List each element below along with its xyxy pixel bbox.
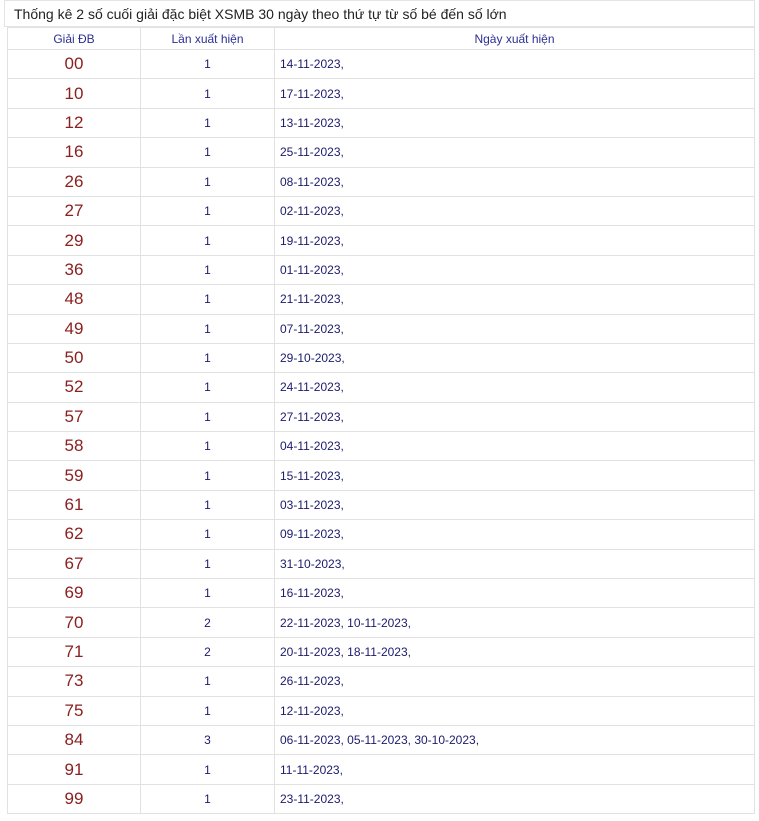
occurrence-count: 1 <box>141 196 275 225</box>
table-row <box>8 50 755 79</box>
occurrence-dates: 04-11-2023, <box>275 432 755 461</box>
table-row <box>8 432 755 461</box>
special-prize-number: 61 <box>8 490 141 519</box>
table-row <box>8 108 755 137</box>
occurrence-dates: 15-11-2023, <box>275 461 755 490</box>
occurrence-dates: 12-11-2023, <box>275 696 755 725</box>
occurrence-count: 1 <box>141 373 275 402</box>
special-prize-number: 57 <box>8 402 141 431</box>
occurrence-count: 1 <box>141 696 275 725</box>
special-prize-number: 00 <box>8 50 141 79</box>
occurrence-count: 1 <box>141 432 275 461</box>
special-prize-number: 26 <box>8 167 141 196</box>
occurrence-count: 1 <box>141 79 275 108</box>
special-prize-number: 70 <box>8 608 141 637</box>
table-row <box>8 696 755 725</box>
occurrence-count: 1 <box>141 520 275 549</box>
column-header-number: Giải ĐB <box>8 28 141 50</box>
occurrence-count: 1 <box>141 50 275 79</box>
table-row <box>8 520 755 549</box>
occurrence-dates: 08-11-2023, <box>275 167 755 196</box>
table-row <box>8 549 755 578</box>
table-row <box>8 196 755 225</box>
table-row <box>8 608 755 637</box>
special-prize-number: 16 <box>8 138 141 167</box>
special-prize-number: 67 <box>8 549 141 578</box>
header-row <box>8 28 755 50</box>
occurrence-dates: 07-11-2023, <box>275 314 755 343</box>
table-row <box>8 285 755 314</box>
special-prize-number: 69 <box>8 579 141 608</box>
occurrence-count: 1 <box>141 343 275 372</box>
special-prize-number: 49 <box>8 314 141 343</box>
occurrence-count: 1 <box>141 226 275 255</box>
special-prize-number: 27 <box>8 196 141 225</box>
occurrence-dates: 23-11-2023, <box>275 784 755 813</box>
special-prize-number: 36 <box>8 255 141 284</box>
occurrence-dates: 01-11-2023, <box>275 255 755 284</box>
occurrence-dates: 25-11-2023, <box>275 138 755 167</box>
occurrence-count: 1 <box>141 402 275 431</box>
occurrence-dates: 26-11-2023, <box>275 667 755 696</box>
special-prize-number: 73 <box>8 667 141 696</box>
occurrence-dates: 22-11-2023, 10-11-2023, <box>275 608 755 637</box>
occurrence-dates: 29-10-2023, <box>275 343 755 372</box>
occurrence-dates: 02-11-2023, <box>275 196 755 225</box>
special-prize-number: 50 <box>8 343 141 372</box>
special-prize-number: 84 <box>8 725 141 754</box>
occurrence-count: 1 <box>141 138 275 167</box>
occurrence-dates: 24-11-2023, <box>275 373 755 402</box>
special-prize-number: 62 <box>8 520 141 549</box>
table-row <box>8 490 755 519</box>
occurrence-dates: 09-11-2023, <box>275 520 755 549</box>
occurrence-dates: 14-11-2023, <box>275 50 755 79</box>
special-prize-number: 75 <box>8 696 141 725</box>
table-row <box>8 755 755 784</box>
occurrence-count: 1 <box>141 755 275 784</box>
table-row <box>8 79 755 108</box>
occurrence-dates: 06-11-2023, 05-11-2023, 30-10-2023, <box>275 725 755 754</box>
occurrence-dates: 21-11-2023, <box>275 285 755 314</box>
page-title: Thống kê 2 số cuối giải đặc biệt XSMB 30 ngày theo thứ tự từ số bé đến số lớn <box>4 0 755 27</box>
occurrence-count: 1 <box>141 108 275 137</box>
occurrence-count: 1 <box>141 667 275 696</box>
occurrence-count: 1 <box>141 314 275 343</box>
table-row <box>8 226 755 255</box>
column-header-count: Lần xuất hiện <box>141 28 275 50</box>
table-row <box>8 725 755 754</box>
occurrence-count: 1 <box>141 461 275 490</box>
table-row <box>8 667 755 696</box>
special-prize-number: 99 <box>8 784 141 813</box>
table-row <box>8 138 755 167</box>
occurrence-count: 3 <box>141 725 275 754</box>
table-row <box>8 373 755 402</box>
occurrence-dates: 31-10-2023, <box>275 549 755 578</box>
occurrence-dates: 20-11-2023, 18-11-2023, <box>275 637 755 666</box>
table-row <box>8 579 755 608</box>
occurrence-count: 1 <box>141 490 275 519</box>
table-row <box>8 784 755 813</box>
special-prize-number: 52 <box>8 373 141 402</box>
occurrence-count: 1 <box>141 784 275 813</box>
column-header-dates: Ngày xuất hiện <box>275 28 755 50</box>
table-row <box>8 314 755 343</box>
table-body <box>8 50 755 814</box>
table-row <box>8 402 755 431</box>
occurrence-count: 1 <box>141 579 275 608</box>
occurrence-count: 1 <box>141 549 275 578</box>
occurrence-dates: 27-11-2023, <box>275 402 755 431</box>
table-row <box>8 637 755 666</box>
special-prize-number: 29 <box>8 226 141 255</box>
special-prize-number: 58 <box>8 432 141 461</box>
table-row <box>8 255 755 284</box>
occurrence-dates: 17-11-2023, <box>275 79 755 108</box>
occurrence-dates: 03-11-2023, <box>275 490 755 519</box>
occurrence-count: 1 <box>141 255 275 284</box>
table-header <box>8 28 755 50</box>
table-row <box>8 343 755 372</box>
special-prize-number: 71 <box>8 637 141 666</box>
special-prize-number: 12 <box>8 108 141 137</box>
table-row <box>8 167 755 196</box>
occurrence-count: 1 <box>141 285 275 314</box>
stats-table <box>7 27 755 814</box>
special-prize-number: 59 <box>8 461 141 490</box>
occurrence-dates: 13-11-2023, <box>275 108 755 137</box>
occurrence-count: 2 <box>141 608 275 637</box>
special-prize-number: 91 <box>8 755 141 784</box>
table-row <box>8 461 755 490</box>
occurrence-dates: 16-11-2023, <box>275 579 755 608</box>
occurrence-count: 1 <box>141 167 275 196</box>
occurrence-count: 2 <box>141 637 275 666</box>
occurrence-dates: 19-11-2023, <box>275 226 755 255</box>
occurrence-dates: 11-11-2023, <box>275 755 755 784</box>
special-prize-number: 48 <box>8 285 141 314</box>
special-prize-number: 10 <box>8 79 141 108</box>
